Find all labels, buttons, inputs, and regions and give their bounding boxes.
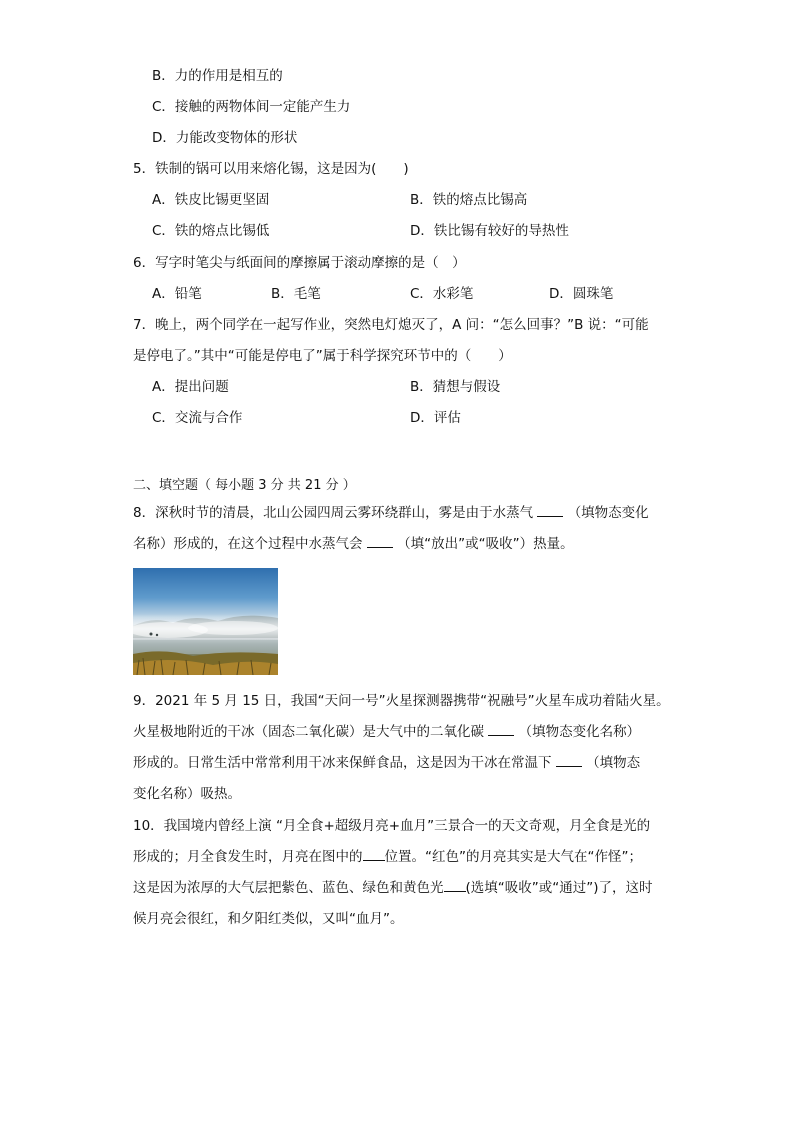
q10-line2-rest: 位置。“红色”的月亮其实是大气在“作怪”； [384,849,642,865]
q10-line2-text: 形成的；月全食发生时，月亮在图中的 [133,849,363,865]
q5-stem: 5．铁制的锅可以用来熔化锡，这是因为( ) [133,161,409,177]
q4-option-d: D．力能改变物体的形状 [152,130,298,146]
q7-option-b: B．猜想与假设 [410,379,501,395]
q5-option-a: A．铁皮比锡更坚固 [152,192,270,208]
q5-option-d: D．铁比锡有较好的导热性 [410,223,569,239]
q6-stem: 6．写字时笔尖与纸面间的摩擦属于滚动摩擦的是（ ） [133,255,466,271]
q7-option-d: D．评估 [410,410,461,426]
q7-stem-line1: 7．晚上，两个同学在一起写作业，突然电灯熄灭了，A 问：“怎么回事？”B 说：“可能 [133,317,649,333]
q8-line2 [133,534,574,554]
q7-option-a: A．提出问题 [152,379,229,395]
answer-blank[interactable] [367,535,393,548]
q8-line1-hint: （填物态变化 [567,505,649,521]
q8-line2-text: 名称）形成的，在这个过程中水蒸气会 [133,536,363,552]
q6-option-c: C．水彩笔 [410,286,474,302]
q10-line3-text: 这是因为浓厚的大气层把紫色、蓝色、绿色和黄色光 [133,880,444,896]
q10-line4: 候月亮会很红，和夕阳红类似，又叫“血月”。 [133,911,404,927]
q6-option-d: D．圆珠笔 [549,286,614,302]
q4-option-b: B．力的作用是相互的 [152,68,283,84]
q10-line2 [133,847,642,867]
section-heading: 二、填空题（ 每小题 3 分 共 21 分 ） [133,478,356,493]
q8-line1 [133,503,649,523]
answer-blank[interactable] [488,723,514,736]
q8-line2-hint: （填“放出”或“吸收”）热量。 [397,536,574,552]
q9-line1: 9．2021 年 5 月 15 日，我国“天问一号”火星探测器携带“祝融号”火星车成功着陆火星。 [133,693,670,709]
q8-line1-text: 8．深秋时节的清晨，北山公园四周云雾环绕群山，雾是由于水蒸气 [133,505,534,521]
q6-option-a: A．铅笔 [152,286,202,302]
q5-option-b: B．铁的熔点比锡高 [410,192,528,208]
q9-line2-hint: （填物态变化名称） [518,724,641,740]
q6-option-b: B．毛笔 [271,286,321,302]
answer-blank[interactable] [537,504,563,517]
q9-line3-text: 形成的。日常生活中常常利用干冰来保鲜食品，这是因为干冰在常温下 [133,755,552,771]
q7-option-c: C．交流与合作 [152,410,243,426]
misty-lake-illustration [133,568,278,675]
misty-lake-photo [133,568,278,675]
q4-option-c: C．接触的两物体间一定能产生力 [152,99,351,115]
answer-blank[interactable] [556,754,582,767]
q5-option-c: C．铁的熔点比锡低 [152,223,270,239]
q9-line2 [133,722,640,742]
q10-line3 [133,878,653,898]
q9-line4: 变化名称）吸热。 [133,786,241,802]
q9-line3 [133,753,640,773]
answer-blank[interactable] [444,879,466,892]
q7-stem-line2: 是停电了。”其中“可能是停电了”属于科学探究环节中的（ ） [133,348,512,364]
answer-blank[interactable] [363,848,385,861]
q10-line3-rest: (选填“吸收”或“通过”)了，这时 [465,880,653,896]
q10-line1: 10．我国境内曾经上演 “月全食+超级月亮+血月”三景合一的天文奇观，月全食是光的 [133,818,651,834]
q9-line3-hint: （填物态 [586,755,641,771]
q9-line2-text: 火星极地附近的干冰（固态二氧化碳）是大气中的二氧化碳 [133,724,484,740]
